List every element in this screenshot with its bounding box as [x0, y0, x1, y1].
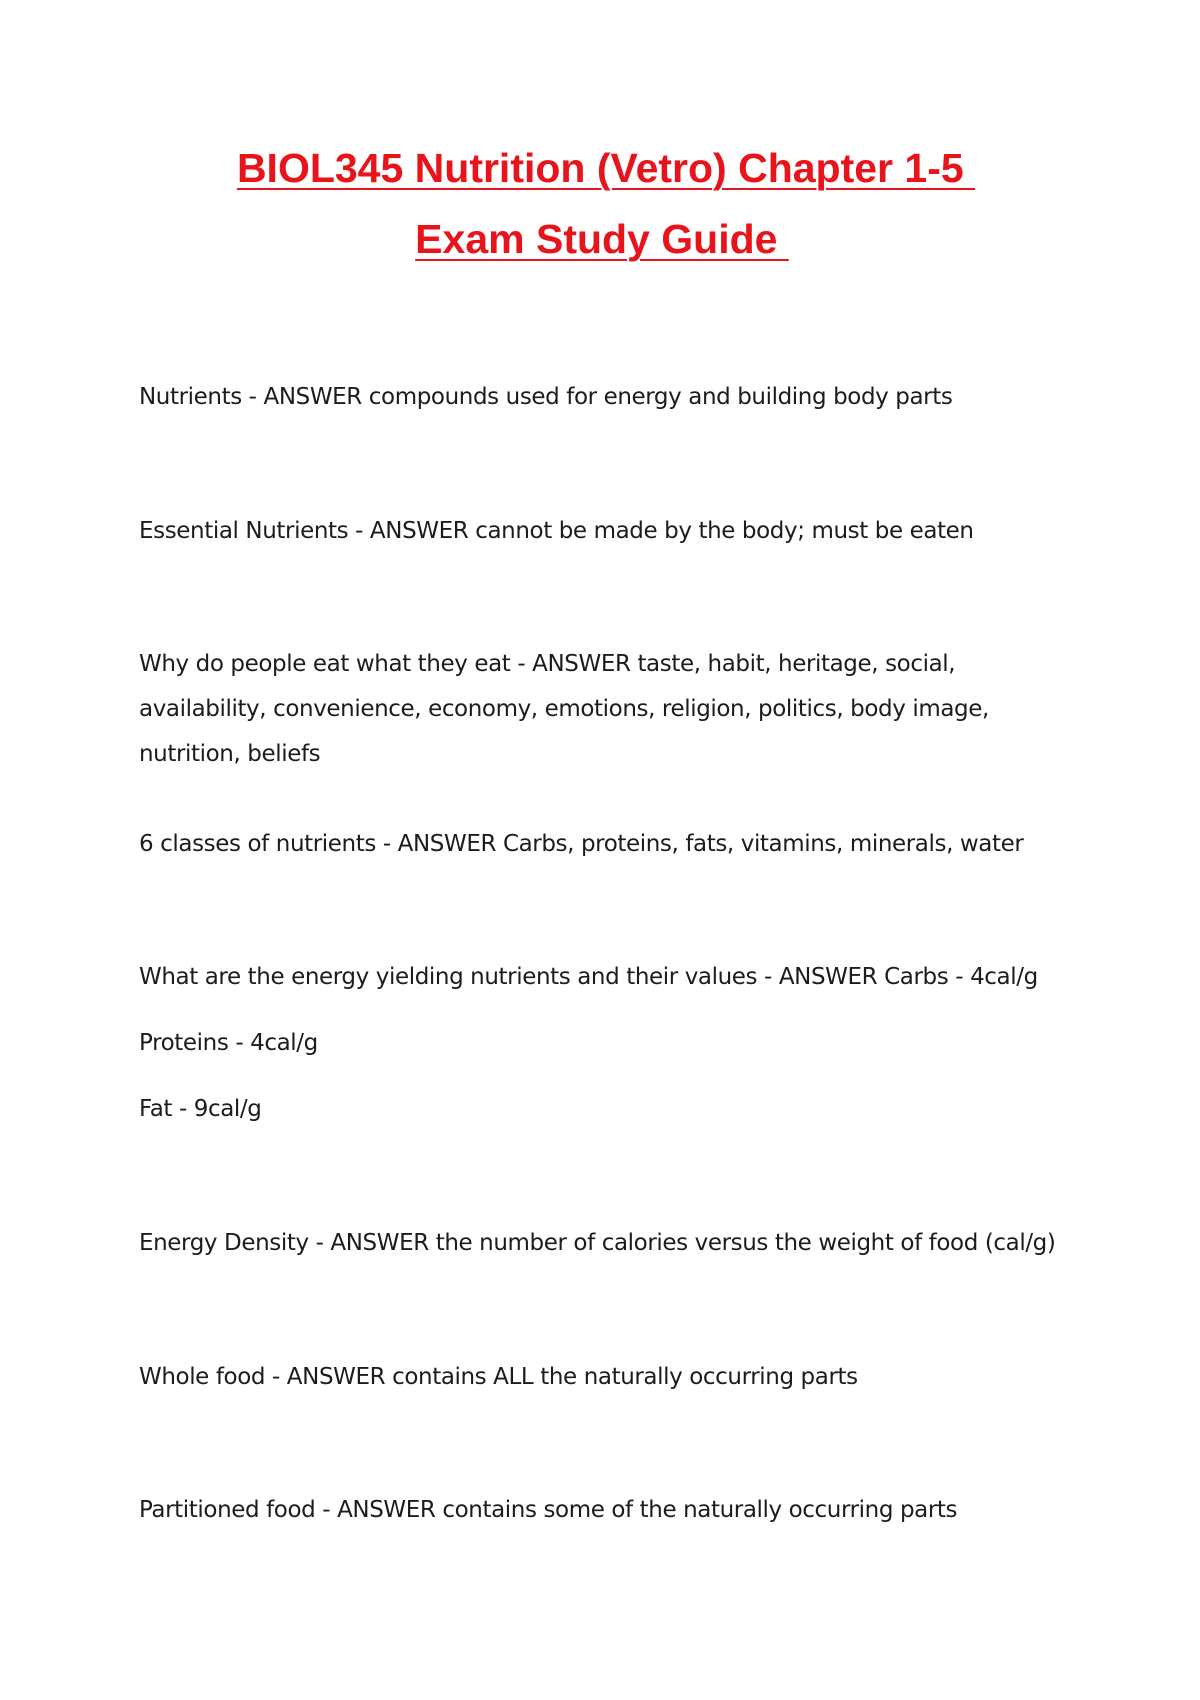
entry-text: Nutrients - ANSWER compounds used for energy and building body parts [139, 384, 953, 410]
title-line-1: BIOL345 Nutrition (Vetro) Chapter 1-5 [236, 145, 976, 191]
entry-text: Whole food - ANSWER contains ALL the naturally occurring parts [139, 1364, 858, 1390]
entry-subline: Proteins - 4cal/g [139, 1030, 318, 1056]
entry-text: Partitioned food - ANSWER contains some of the naturally occurring parts [139, 1497, 958, 1523]
study-entry [139, 1488, 1069, 1533]
study-entry [139, 509, 1069, 554]
entry-text: Essential Nutrients - ANSWER cannot be made by the body; must be eaten [139, 518, 974, 544]
entry-subline: Fat - 9cal/g [139, 1096, 262, 1122]
title-line-2: Exam Study Guide [415, 216, 789, 262]
study-entry [139, 375, 1069, 420]
study-entry [139, 822, 1069, 867]
entry-text: What are the energy yielding nutrients and their values - ANSWER Carbs - 4cal/g [139, 964, 1038, 990]
entry-text: 6 classes of nutrients - ANSWER Carbs, proteins, fats, vitamins, minerals, water [139, 831, 1024, 857]
study-entry [139, 955, 1069, 1132]
study-entry [139, 1355, 1069, 1400]
entry-text: Why do people eat what they eat - ANSWER taste, habit, heritage, social, availability, convenience, economy, emotions, religion, politics, body image, nutrition, beliefs [139, 651, 989, 767]
study-entry [139, 1221, 1069, 1266]
study-entry [139, 642, 1069, 777]
document-title [0, 145, 1200, 262]
entry-text: Energy Density - ANSWER the number of calories versus the weight of food (cal/g) [139, 1230, 1056, 1256]
